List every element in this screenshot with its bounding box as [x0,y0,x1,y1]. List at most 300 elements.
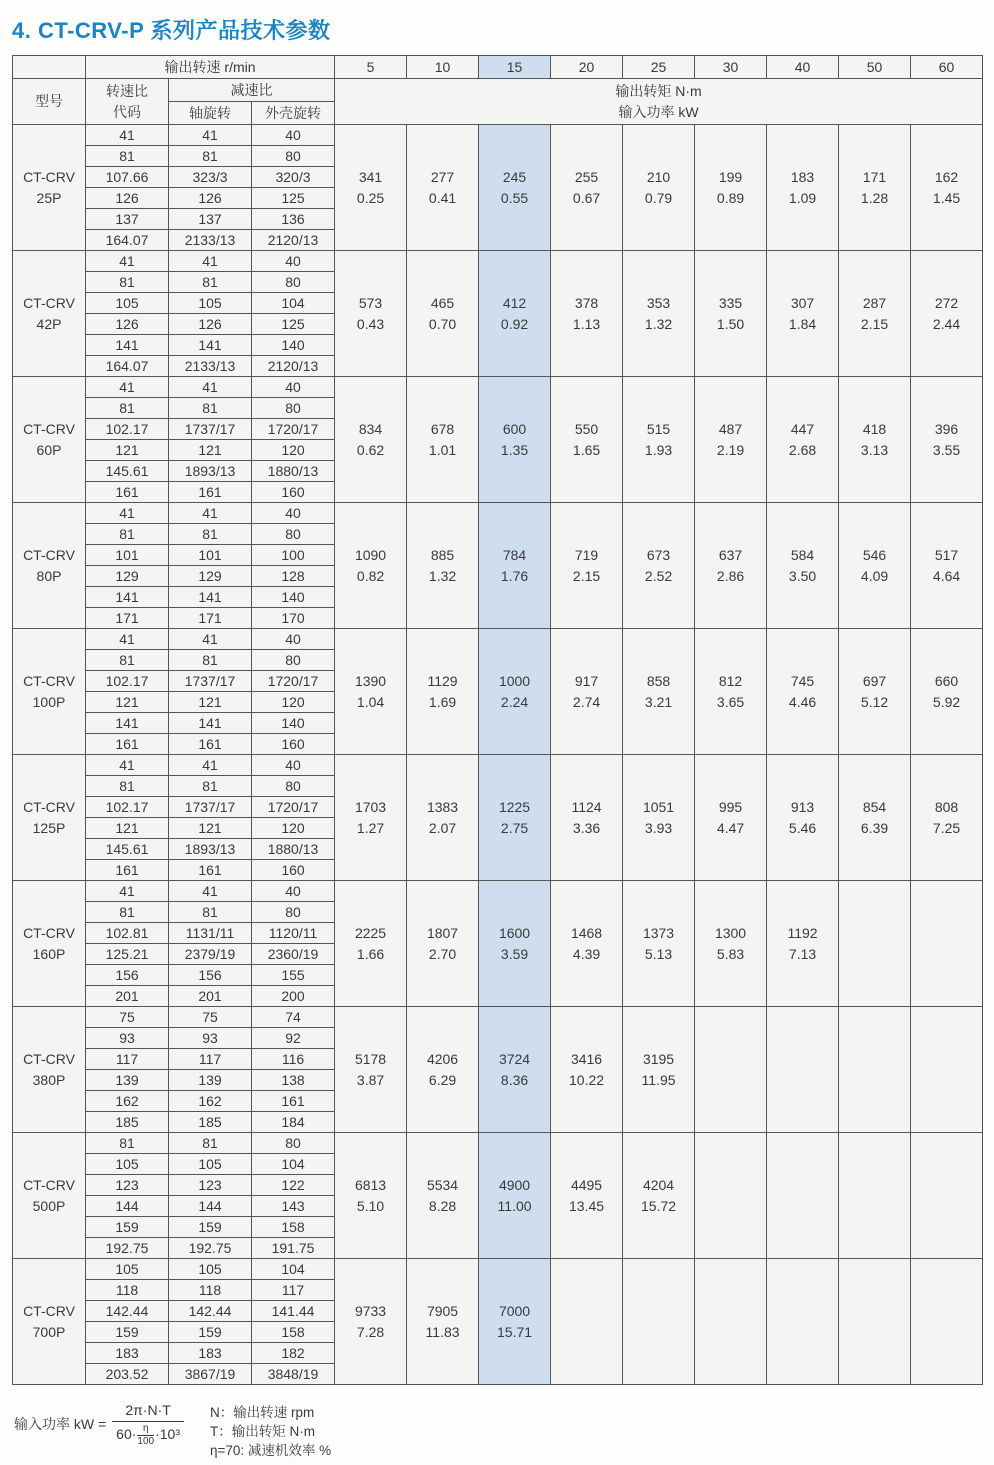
speed-col-50: 50 [839,56,911,79]
power-value: 0.89 [716,189,745,206]
speed-col-5: 5 [335,56,407,79]
ratio-code-cell: 139 [86,1070,169,1091]
shaft-ratio-cell: 75 [169,1007,252,1028]
torque-power-cell [911,251,983,377]
torque-power-cell [695,881,767,1007]
power-value: 11.83 [425,1323,460,1340]
speed-col-20: 20 [551,56,623,79]
shaft-ratio-cell: 144 [169,1196,252,1217]
torque-power-cell [407,251,479,377]
ratio-code-cell: 121 [86,440,169,461]
power-value: 7.25 [932,819,961,836]
model-name-cell [13,1007,86,1133]
shaft-ratio-cell: 139 [169,1070,252,1091]
ratio-row [13,1259,983,1280]
power-value: 3.36 [572,819,601,836]
ratio-row [13,377,983,398]
torque-power-cell [623,125,695,251]
torque-power-cell [839,251,911,377]
shaft-ratio-cell: 41 [169,251,252,272]
ratio-code-header [86,79,169,125]
torque-value: 255 [574,168,599,185]
model-name-line2: 60P [36,441,62,458]
housing-ratio-cell: 40 [252,629,335,650]
eta-denominator: 100 [137,1436,155,1447]
housing-ratio-cell: 74 [252,1007,335,1028]
ratio-code-cell: 161 [86,734,169,755]
power-value: 2.70 [428,945,457,962]
shaft-ratio-cell: 41 [169,377,252,398]
housing-ratio-cell: 80 [252,146,335,167]
torque-power-cell [551,377,623,503]
power-value: 2.24 [500,693,529,710]
torque-power-cell [479,503,551,629]
power-value: 1.04 [356,693,385,710]
speed-col-60: 60 [911,56,983,79]
torque-value: 396 [934,420,959,437]
housing-ratio-cell: 40 [252,125,335,146]
power-value: 1.32 [644,315,673,332]
shaft-ratio-cell: 81 [169,902,252,923]
torque-value: 1383 [426,798,459,815]
torque-power-cell [407,377,479,503]
ratio-row [13,1007,983,1028]
model-name-line2: 42P [36,315,62,332]
shaft-ratio-cell: 141 [169,335,252,356]
model-name-cell [13,503,86,629]
model-name-line2: 500P [32,1197,66,1214]
housing-ratio-cell: 125 [252,314,335,335]
torque-value: 341 [358,168,383,185]
torque-power-cell [551,251,623,377]
torque-power-cell [335,1259,407,1385]
housing-ratio-cell: 320/3 [252,167,335,188]
power-value: 5.92 [932,693,961,710]
torque-power-cell [407,1007,479,1133]
shaft-ratio-cell: 1737/17 [169,797,252,818]
shaft-ratio-cell: 93 [169,1028,252,1049]
torque-power-cell [911,1133,983,1259]
shaft-ratio-cell: 41 [169,503,252,524]
torque-power-cell [623,755,695,881]
power-value: 2.07 [428,819,457,836]
power-value: 6.39 [860,819,889,836]
shaft-ratio-cell: 81 [169,524,252,545]
torque-value: 637 [718,546,743,563]
power-value: 11.00 [497,1197,532,1214]
torque-value: 1807 [426,924,459,941]
shaft-ratio-cell: 41 [169,881,252,902]
housing-ratio-cell: 170 [252,608,335,629]
spec-table [12,55,983,1385]
ratio-code-cell: 105 [86,1259,169,1280]
torque-power-cell [839,629,911,755]
ratio-code-cell: 81 [86,524,169,545]
power-value: 3.21 [644,693,673,710]
shaft-ratio-cell: 101 [169,545,252,566]
housing-ratio-cell: 140 [252,335,335,356]
torque-value: 245 [502,168,527,185]
ratio-code-cell: 41 [86,251,169,272]
shaft-ratio-cell: 81 [169,146,252,167]
shaft-ratio-cell: 159 [169,1217,252,1238]
torque-value: 550 [574,420,599,437]
model-name-line2: 25P [36,189,62,206]
torque-power-cell [335,125,407,251]
torque-power-cell [551,503,623,629]
housing-ratio-cell: 182 [252,1343,335,1364]
torque-power-header [335,79,983,125]
torque-power-cell [335,1007,407,1133]
power-value: 4.39 [572,945,601,962]
power-value: 1.28 [860,189,889,206]
housing-ratio-cell: 80 [252,272,335,293]
torque-power-cell [695,503,767,629]
power-value: 2.44 [932,315,961,332]
torque-power-cell [911,503,983,629]
formula-den-left: 60· [116,1426,137,1443]
ratio-code-cell: 156 [86,965,169,986]
torque-value: 917 [574,672,599,689]
power-value: 1.45 [932,189,961,206]
torque-value: 673 [646,546,671,563]
shaft-ratio-cell: 161 [169,734,252,755]
model-name-cell [13,377,86,503]
power-value: 5.10 [356,1197,385,1214]
ratio-code-cell: 141 [86,587,169,608]
shaft-ratio-cell: 2133/13 [169,230,252,251]
torque-power-cell [911,755,983,881]
output-speed-header: 输出转速 r/min [86,56,335,79]
torque-power-cell [335,881,407,1007]
power-value: 3.50 [788,567,817,584]
ratio-code-cell: 161 [86,860,169,881]
power-formula [14,1401,184,1447]
housing-ratio-cell: 80 [252,1133,335,1154]
power-value: 1.27 [356,819,385,836]
housing-ratio-cell: 143 [252,1196,335,1217]
torque-power-cell [839,503,911,629]
model-name-line1: CT-CRV [23,1050,75,1067]
torque-power-cell [623,1133,695,1259]
ratio-code-cell: 93 [86,1028,169,1049]
torque-power-cell [479,1007,551,1133]
power-value: 0.79 [644,189,673,206]
housing-ratio-cell: 136 [252,209,335,230]
ratio-code-cell: 145.61 [86,461,169,482]
eta-fraction [137,1424,154,1447]
model-name-line2: 80P [36,567,62,584]
ratio-code-header-line2: 代码 [113,103,141,120]
torque-power-cell [767,125,839,251]
torque-power-cell [767,755,839,881]
ratio-row [13,755,983,776]
torque-power-cell [767,881,839,1007]
housing-ratio-cell: 1880/13 [252,839,335,860]
torque-value: 4204 [642,1176,675,1193]
torque-value: 995 [718,798,743,815]
formula-fraction [112,1401,184,1447]
housing-ratio-cell: 184 [252,1112,335,1133]
legend-line-t: T：输出转矩 N·m [210,1424,315,1439]
ratio-row [13,629,983,650]
housing-ratio-cell: 128 [252,566,335,587]
torque-value: 1468 [570,924,603,941]
torque-value: 1703 [354,798,387,815]
speed-header-row [13,56,983,79]
output-torque-label: 输出转矩 N·m [615,82,702,99]
torque-value: 834 [358,420,383,437]
torque-value: 885 [430,546,455,563]
shaft-ratio-cell: 41 [169,755,252,776]
torque-value: 546 [862,546,887,563]
shaft-ratio-cell: 1737/17 [169,419,252,440]
housing-ratio-cell: 100 [252,545,335,566]
torque-value: 307 [790,294,815,311]
torque-value: 3416 [570,1050,603,1067]
power-value: 1.13 [572,315,601,332]
ratio-code-cell: 185 [86,1112,169,1133]
housing-ratio-cell: 140 [252,713,335,734]
housing-ratio-cell: 116 [252,1049,335,1070]
power-value: 5.46 [788,819,817,836]
torque-value: 697 [862,672,887,689]
shaft-ratio-cell: 121 [169,440,252,461]
torque-power-cell [911,881,983,1007]
ratio-code-cell: 81 [86,272,169,293]
torque-value: 515 [646,420,671,437]
shaft-ratio-cell: 142.44 [169,1301,252,1322]
ratio-code-cell: 161 [86,482,169,503]
torque-power-cell [911,125,983,251]
housing-ratio-cell: 1120/11 [252,923,335,944]
ratio-code-cell: 81 [86,650,169,671]
housing-ratio-cell: 158 [252,1217,335,1238]
torque-power-cell [551,881,623,1007]
shaft-ratio-cell: 2133/13 [169,356,252,377]
ratio-code-cell: 105 [86,293,169,314]
housing-ratio-cell: 104 [252,1259,335,1280]
shaft-ratio-cell: 81 [169,776,252,797]
ratio-code-cell: 125.21 [86,944,169,965]
torque-value: 1600 [498,924,531,941]
ratio-code-cell: 164.07 [86,356,169,377]
shaft-ratio-cell: 81 [169,398,252,419]
ratio-row [13,881,983,902]
torque-power-cell [623,503,695,629]
power-value: 1.50 [716,315,745,332]
table-header [13,56,983,125]
housing-ratio-cell: 120 [252,692,335,713]
torque-value: 1129 [427,672,458,689]
torque-value: 784 [502,546,527,563]
shaft-ratio-cell: 192.75 [169,1238,252,1259]
model-name-line2: 125P [32,819,66,836]
model-name-line2: 160P [32,945,66,962]
torque-value: 1300 [714,924,747,941]
torque-power-cell [551,125,623,251]
shaft-ratio-cell: 105 [169,293,252,314]
housing-ratio-cell: 1720/17 [252,797,335,818]
model-name-cell [13,125,86,251]
shaft-ratio-cell: 183 [169,1343,252,1364]
power-value: 4.46 [788,693,817,710]
torque-power-cell [623,629,695,755]
torque-value: 7000 [498,1302,531,1319]
reduction-ratio-header: 减速比 [169,79,335,102]
formula-numerator: 2π·N·T [112,1401,184,1422]
ratio-code-cell: 102.81 [86,923,169,944]
power-value: 5.83 [716,945,745,962]
housing-ratio-cell: 138 [252,1070,335,1091]
ratio-code-cell: 102.17 [86,671,169,692]
torque-power-cell [695,1133,767,1259]
housing-ratio-cell: 160 [252,860,335,881]
torque-power-cell [479,251,551,377]
torque-power-cell [335,755,407,881]
housing-ratio-cell: 3848/19 [252,1364,335,1385]
power-value: 0.82 [356,567,385,584]
torque-power-cell [695,377,767,503]
ratio-code-cell: 41 [86,755,169,776]
footer-notes [14,1401,982,1460]
torque-value: 4900 [498,1176,531,1193]
power-value: 3.87 [356,1071,385,1088]
ratio-code-cell: 201 [86,986,169,1007]
torque-value: 9733 [354,1302,387,1319]
power-value: 6.29 [428,1071,457,1088]
torque-power-cell [695,629,767,755]
model-name-line1: CT-CRV [23,420,75,437]
power-value: 0.92 [500,315,529,332]
ratio-code-cell: 141 [86,335,169,356]
torque-value: 487 [718,420,743,437]
housing-ratio-cell: 80 [252,902,335,923]
torque-power-cell [479,125,551,251]
shaft-ratio-cell: 201 [169,986,252,1007]
torque-power-cell [479,1133,551,1259]
ratio-code-cell: 164.07 [86,230,169,251]
torque-value: 3195 [642,1050,675,1067]
housing-ratio-cell: 80 [252,650,335,671]
shaft-ratio-cell: 117 [169,1049,252,1070]
torque-value: 412 [502,294,527,311]
shaft-ratio-cell: 126 [169,188,252,209]
power-value: 4.47 [716,819,745,836]
power-value: 11.95 [641,1071,676,1088]
torque-value: 1051 [642,798,675,815]
shaft-ratio-cell: 41 [169,629,252,650]
torque-value: 418 [862,420,887,437]
ratio-code-cell: 137 [86,209,169,230]
shaft-ratio-cell: 129 [169,566,252,587]
formula-legend [210,1401,331,1460]
shaft-ratio-cell: 137 [169,209,252,230]
torque-value: 7905 [426,1302,459,1319]
legend-line-n: N：输出转速 rpm [210,1405,315,1420]
torque-power-cell [767,1133,839,1259]
torque-value: 287 [862,294,887,311]
model-name-line1: CT-CRV [23,546,75,563]
torque-power-cell [695,125,767,251]
power-value: 5.13 [644,945,673,962]
torque-power-cell [695,251,767,377]
torque-value: 1000 [498,672,531,689]
housing-ratio-cell: 40 [252,755,335,776]
ratio-code-cell: 118 [86,1280,169,1301]
shaft-ratio-cell: 323/3 [169,167,252,188]
ratio-code-cell: 144 [86,1196,169,1217]
housing-ratio-cell: 40 [252,503,335,524]
shaft-ratio-cell: 141 [169,713,252,734]
housing-ratio-cell: 117 [252,1280,335,1301]
ratio-code-cell: 81 [86,398,169,419]
torque-power-cell [839,1133,911,1259]
power-value: 2.19 [716,441,745,458]
model-name-line2: 700P [32,1323,66,1340]
torque-value: 600 [502,420,527,437]
torque-power-cell [479,755,551,881]
model-name-cell [13,1259,86,1385]
power-value: 1.84 [788,315,817,332]
model-name-line1: CT-CRV [23,1176,75,1193]
eta-symbol: η [137,1424,154,1436]
model-name-cell [13,629,86,755]
torque-power-cell [839,1259,911,1385]
shaft-ratio-cell: 161 [169,482,252,503]
torque-value: 913 [790,798,815,815]
torque-value: 6813 [354,1176,387,1193]
torque-power-cell [911,1007,983,1133]
shaft-ratio-cell: 3867/19 [169,1364,252,1385]
torque-value: 183 [790,168,815,185]
torque-power-cell [335,503,407,629]
shaft-ratio-cell: 171 [169,608,252,629]
power-value: 1.01 [428,441,457,458]
torque-power-cell [407,125,479,251]
shaft-ratio-cell: 41 [169,125,252,146]
power-value: 13.45 [569,1197,605,1214]
housing-ratio-cell: 2360/19 [252,944,335,965]
power-value: 3.13 [860,441,889,458]
torque-power-cell [407,503,479,629]
torque-power-cell [335,1133,407,1259]
ratio-code-cell: 203.52 [86,1364,169,1385]
torque-value: 272 [934,294,959,311]
power-value: 0.41 [428,189,457,206]
torque-power-cell [407,881,479,1007]
housing-ratio-cell: 80 [252,524,335,545]
torque-power-cell [479,1259,551,1385]
shaft-ratio-cell: 105 [169,1259,252,1280]
model-name-line1: CT-CRV [23,924,75,941]
sub-header-row-1 [13,79,983,102]
ratio-code-cell: 81 [86,776,169,797]
torque-value: 353 [646,294,671,311]
torque-power-cell [623,881,695,1007]
power-value: 0.55 [500,189,529,206]
torque-value: 277 [430,168,455,185]
corner-cell [13,56,86,79]
ratio-code-cell: 101 [86,545,169,566]
torque-power-cell [335,629,407,755]
ratio-code-cell: 107.66 [86,167,169,188]
torque-power-cell [479,881,551,1007]
power-value: 1.32 [428,567,457,584]
torque-value: 1373 [642,924,675,941]
shaft-ratio-cell: 105 [169,1154,252,1175]
torque-power-cell [335,251,407,377]
